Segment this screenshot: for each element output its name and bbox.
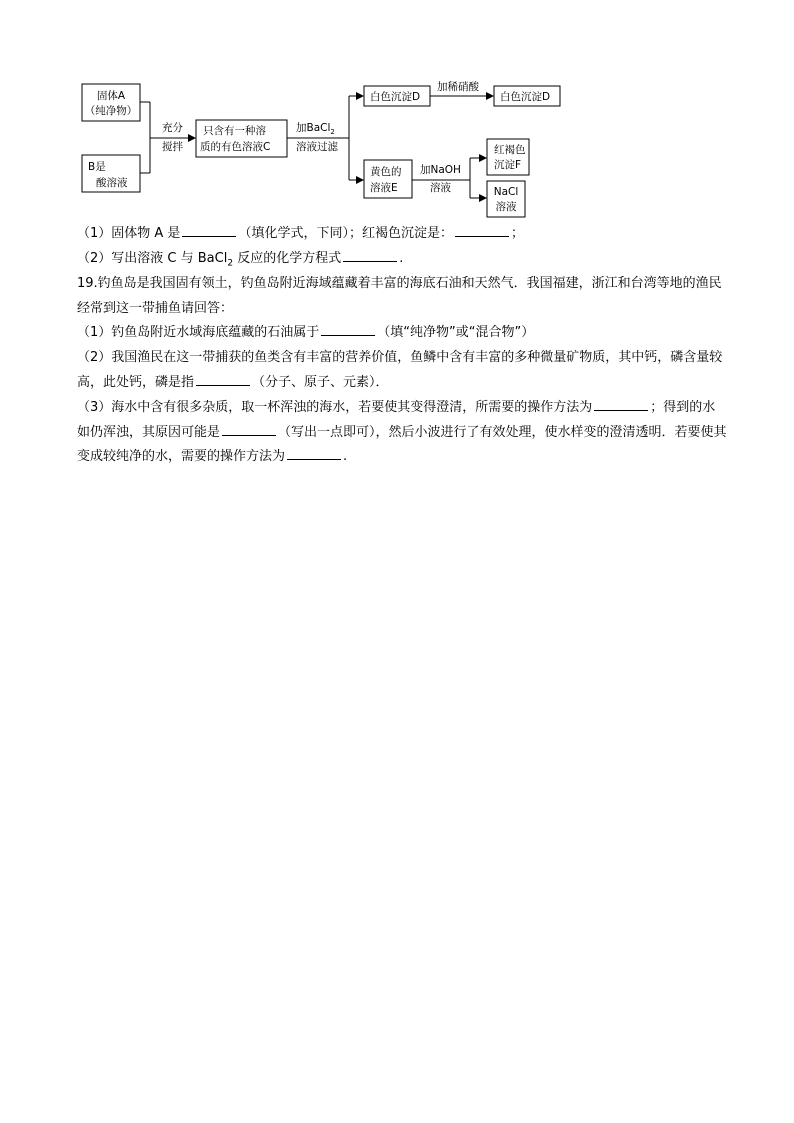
solution-e-line2: 溶液E: [370, 182, 398, 194]
answer-blank[interactable]: [455, 222, 509, 237]
answer-blank[interactable]: [321, 321, 375, 336]
nitric-label: 加稀硝酸: [437, 81, 479, 93]
box-acid-b: [82, 155, 140, 192]
stir-label-line1: 充分: [162, 122, 183, 134]
answer-blank[interactable]: [182, 222, 236, 237]
q19-stem: 19.钓鱼岛是我国固有领土，钓鱼岛附近海域蕴藏着丰富的海底石油和天然气．我国福建，浙江和台湾等地的渔民经常到这一带捕鱼请回答：: [77, 276, 722, 316]
solution-c-line1: 只含有一种溶: [203, 125, 266, 137]
acid-b-line1: B是: [88, 161, 106, 173]
nacl-line1: NaCl: [493, 186, 519, 198]
answer-blank[interactable]: [222, 421, 276, 436]
q19-sub3: （3）海水中含有很多杂质，取一杯浑浊的海水，若要使其变得澄清，所需要的操作方法为 ；得到的水如仍浑浊，其原因可能是 （写出一点即可），然后小波进行了有效处理，使水样变的澄清透明．若要使其变成较纯净的水，需要的操作方法为 .: [77, 396, 727, 470]
answer-blank[interactable]: [594, 396, 648, 411]
box-precip-d-final: [494, 86, 560, 106]
stir-label-line2: 搅拌: [162, 141, 183, 153]
solid-a-line2: （纯净物）: [84, 105, 138, 117]
q18-part1: （1）固体物 A 是 （填化学式，下同）；红褐色沉淀是： ；: [77, 222, 727, 247]
naoh-label-line2: 溶液: [430, 182, 451, 194]
naoh-label-line1: 加NaOH: [420, 164, 461, 176]
answer-blank[interactable]: [287, 445, 341, 460]
precip-f-line1: 红褐色: [494, 144, 526, 156]
nacl-line2: 溶液: [495, 201, 517, 213]
box-solution-c: [196, 120, 287, 157]
q18-part2: （2）写出溶液 C 与 BaCl$_2$ 反应的化学方程式 .: [77, 247, 727, 276]
box-precip-d: [364, 86, 430, 106]
bacl2-label-line2: 溶液过滤: [296, 141, 338, 153]
solution-e-line1: 黄色的: [370, 166, 402, 178]
q19-sub2: （2）我国渔民在这一带捕获的鱼类含有丰富的营养价值，鱼鳞中含有丰富的多种微量矿物质，其中钙，磷含量较高，此处钙，磷是指 （分子、原子、元素）．: [77, 350, 723, 390]
precip-d-final-label: 白色沉淀D: [500, 91, 551, 103]
box-nacl: [487, 181, 525, 217]
box-solid-a: [82, 84, 140, 121]
box-solution-e: [364, 160, 412, 198]
answer-blank[interactable]: [196, 371, 250, 386]
flowchart-diagram: [0, 0, 794, 225]
precip-f-line2: 沉淀F: [494, 159, 522, 171]
precip-d-label: 白色沉淀D: [370, 91, 421, 103]
q19-sub1: （1）钓鱼岛附近水域海底蕴藏的石油属于 （填“纯净物”或“混合物”）: [77, 321, 727, 346]
solid-a-line1: 固体A: [96, 90, 126, 102]
answer-blank[interactable]: [343, 247, 397, 262]
solution-c-line2: 质的有色溶液C: [200, 141, 271, 153]
acid-b-line2: 酸溶液: [96, 177, 128, 189]
box-precip-f: [487, 139, 529, 175]
bacl2-label: 加BaCl$_2$: [296, 122, 335, 136]
